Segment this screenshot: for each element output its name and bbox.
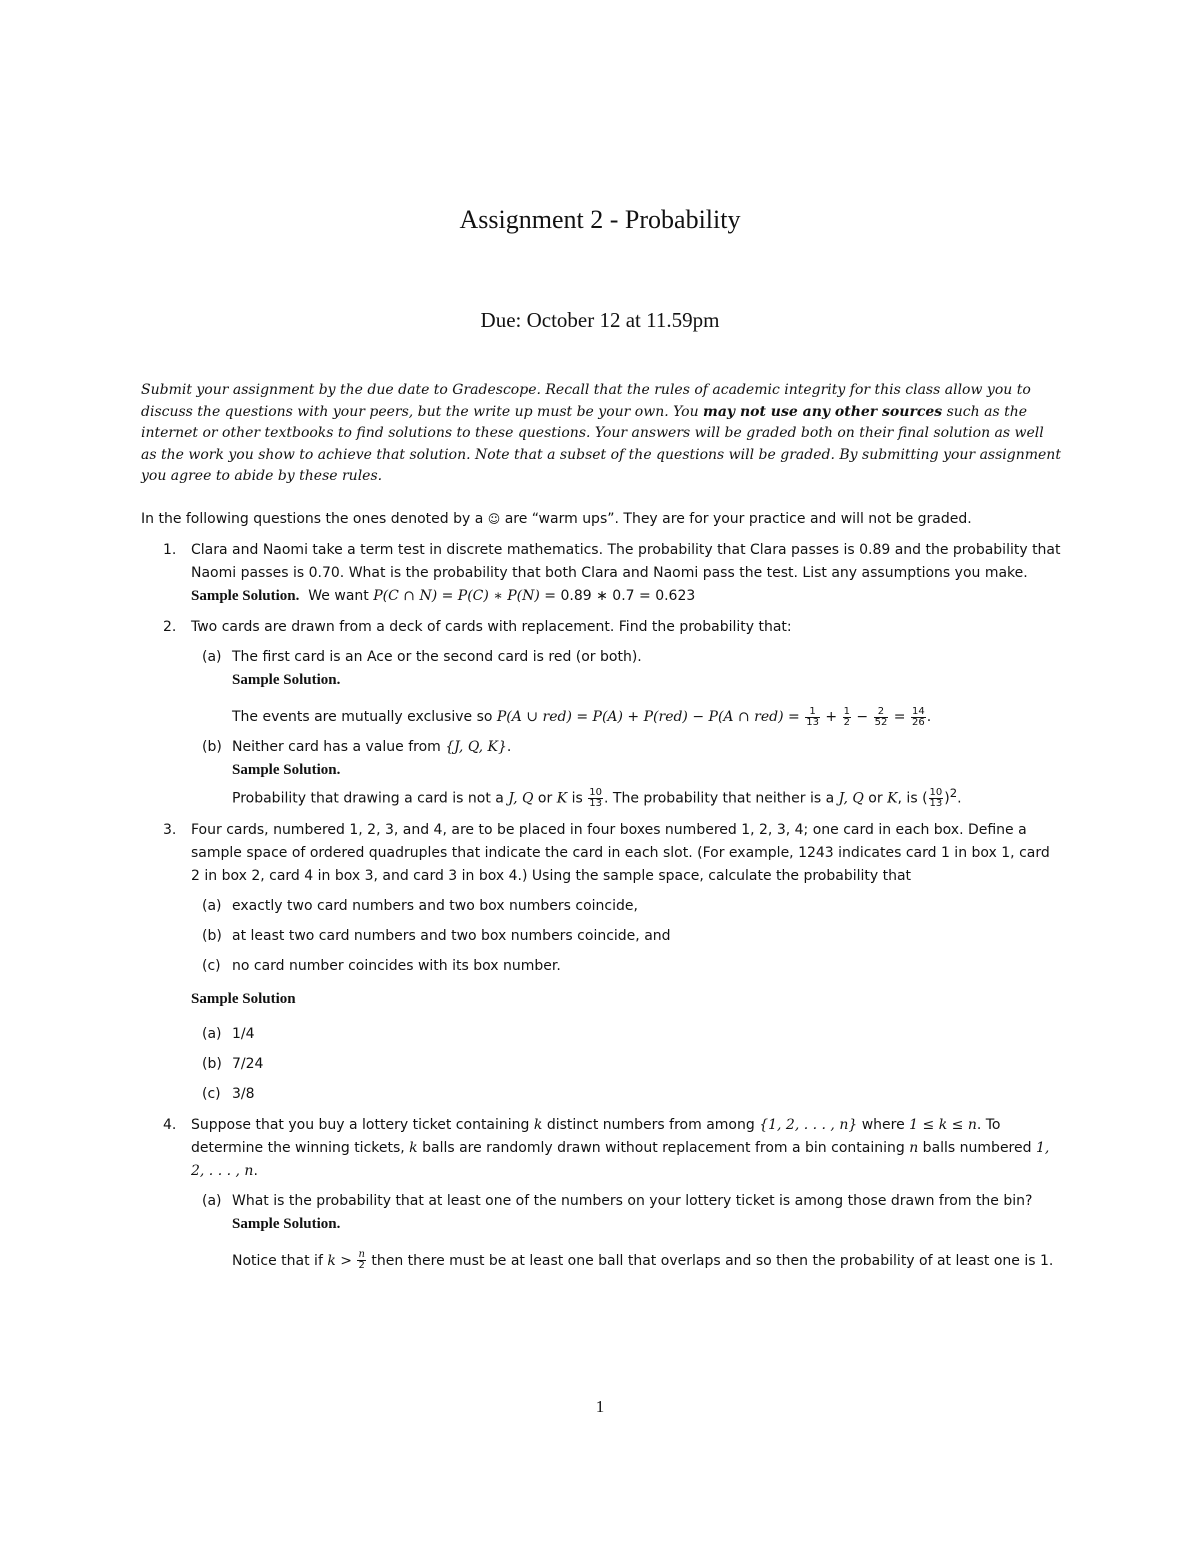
solution-label: Sample Solution. xyxy=(191,588,300,604)
question-2 xyxy=(141,616,1061,639)
document-body xyxy=(141,508,1061,1273)
fraction: $\frac{n}{2}$ xyxy=(358,1249,365,1272)
solution-text: The events are mutually exclusive so xyxy=(232,709,497,725)
sample-solution xyxy=(191,585,1061,608)
fraction: $\frac{2}{52}$ xyxy=(874,705,888,728)
fraction: $\frac{1}{2}$ xyxy=(843,705,850,728)
fraction: $\frac{14}{26}$ xyxy=(911,705,925,728)
solution-label: Sample Solution. xyxy=(232,672,341,688)
intro-text-1: Submit your assignment by the due date to Gradescope. Recall that the rules of academic integrity for this class allow you to discuss the questions with your peers, but the write up must be your own. You xyxy=(141,382,1031,420)
answer-3b: (b) 7/24 xyxy=(202,1055,264,1072)
warmup-text-after: are “warm ups”. They are for your practice and will not be graded. xyxy=(500,511,972,527)
question-4a xyxy=(141,1190,1061,1273)
solution-label: Sample Solution xyxy=(191,990,296,1007)
warmup-note xyxy=(141,508,1061,531)
sample-solution: The events are mutually exclusive so P(A ∪ red) = P(A) + P(red) − P(A ∩ red) = $\frac{1}{13}$ + $\frac{1}{2}$ − $\frac{2}{52}$ = $\frac{14}{26}$ . xyxy=(232,705,932,728)
question-3b: (b) at least two card numbers and two box numbers coincide, and xyxy=(202,927,671,944)
smiley-icon: ☺ xyxy=(487,512,501,526)
question-2b xyxy=(141,736,1061,811)
part-text: What is the probability that at least one of the numbers on your lottery ticket is among those drawn from the bin? xyxy=(232,1192,1033,1209)
intro-bold: may not use any other sources xyxy=(703,403,943,420)
fraction: $\frac{10}{13}$ xyxy=(589,787,603,810)
question-number: 2. xyxy=(163,619,177,635)
part-text: The first card is an Ace or the second card is red (or both). xyxy=(232,649,642,665)
warmup-text-before: In the following questions the ones denoted by a xyxy=(141,511,488,527)
question-number: 4. xyxy=(163,1116,177,1133)
solution-value: = 0.89 ∗ 0.7 = 0.623 xyxy=(539,588,696,604)
solution-math: P(C ∩ N) = P(C) ∗ P(N) xyxy=(373,588,540,604)
part-label: (b) xyxy=(202,739,222,755)
part-label: (a) xyxy=(202,1192,222,1209)
question-number: 3. xyxy=(163,821,177,838)
fraction: $\frac{1}{13}$ xyxy=(806,705,819,728)
question-text: Suppose that you buy a lottery ticket containing k distinct numbers from among {1, 2, . . . , n} where 1 ≤ k ≤ n. To determine the winning tickets, k balls are randomly drawn without replacement from a bin containing n balls numbered 1, 2, . . . , n. xyxy=(191,1116,1050,1179)
sample-solution: Notice that if k > $\frac{n}{2}$ then there must be at least one ball that overlaps and so then the probability of at least one is 1. xyxy=(232,1249,1054,1272)
question-3 xyxy=(141,819,1061,888)
document-title: Assignment 2 - Probability xyxy=(459,205,741,234)
part-label: (a) xyxy=(202,649,222,665)
solution-label: Sample Solution. xyxy=(232,1215,341,1232)
answer-3c: (c) 3/8 xyxy=(202,1085,255,1102)
solution-text: We want xyxy=(308,588,374,604)
solution-label: Sample Solution. xyxy=(232,762,341,778)
question-2a xyxy=(141,646,1061,729)
answer-3a: (a) 1/4 xyxy=(202,1025,255,1042)
question-3a: (a) exactly two card numbers and two box numbers coincide, xyxy=(202,897,638,914)
question-4 xyxy=(141,1114,1061,1183)
due-date: Due: October 12 at 11.59pm xyxy=(480,308,720,332)
page-number: 1 xyxy=(595,1397,605,1416)
question-1 xyxy=(141,539,1061,608)
question-3-solution xyxy=(141,988,1061,1011)
question-text: Four cards, numbered 1, 2, 3, and 4, are to be placed in four boxes numbered 1, 2, 3, 4; one card in each box. Define a sample space of ordered quadruples that indicate the card in each slot. (For example, 1243 indicates card 1 in box 1, card 2 in box 2, card 4 in box 3, and card 3 in box 4.) Using the sample space, calculate the probability that xyxy=(191,821,1050,884)
sample-solution: Probability that drawing a card is not a J, Q or K is $\frac{10}{13}$ . The probability that neither is a J, Q or K, is ( $\frac{10}{13}$ )$^2$. xyxy=(232,786,962,810)
solution-math: P(A ∪ red) = P(A) + P(red) − P(A ∩ red) xyxy=(496,709,784,725)
part-text: Neither card has a value from {J, Q, K}. xyxy=(232,739,512,755)
intro-paragraph xyxy=(141,380,1061,488)
question-text: Clara and Naomi take a term test in discrete mathematics. The probability that Clara passes is 0.89 and the probability that Naomi passes is 0.70. What is the probability that both Clara and Naomi pass the test. List any assumptions you make. xyxy=(191,542,1061,581)
question-number: 1. xyxy=(163,542,177,558)
intro-text-2: such as the internet or other textbooks to find solutions to these questions. Your answers will be graded both on their final solution as well as the work you show to achieve that solution. Note that a subset of the questions will be graded. By submitting your assignment you agree to abide by these rules. xyxy=(141,403,1061,484)
fraction: $\frac{10}{13}$ xyxy=(929,787,943,810)
question-text: Two cards are drawn from a deck of cards with replacement. Find the probability that: xyxy=(191,619,792,635)
question-3c: (c) no card number coincides with its box number. xyxy=(202,957,561,974)
